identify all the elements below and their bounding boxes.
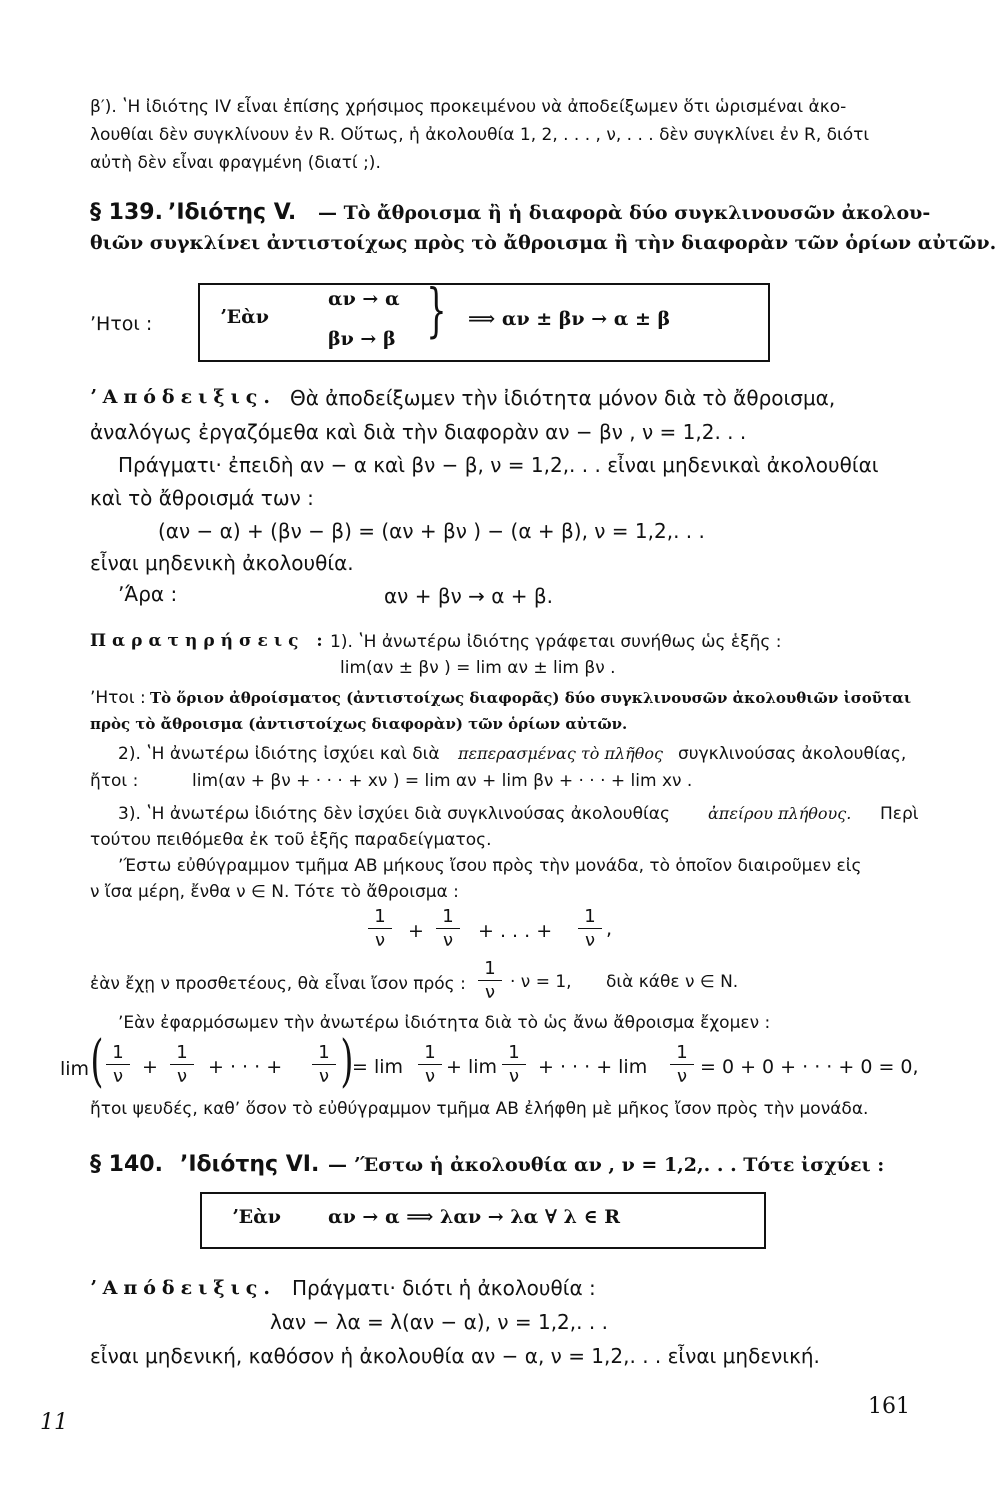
lim-label: + · · · + lim bbox=[538, 1056, 648, 1078]
text-line: Θὰ ἀποδείξωμεν τὴν ἰδιότητα μόνον διὰ τὸ ἄθροισμα, bbox=[290, 386, 836, 410]
remarks-label: Παρατηρήσεις : bbox=[90, 631, 329, 651]
italic-text: πεπερασμένας τὸ πλῆθος bbox=[458, 744, 663, 763]
text-line: ἤτοι ψευδές, καθʼ ὅσον τὸ εὐθύγραμμον τμῆμα ΑΒ ἐλήφθη μὲ μῆκος ἴσον πρὸς τὴν μονάδα. bbox=[90, 1099, 869, 1119]
itoi-label: ʼΗτοι : bbox=[90, 313, 153, 335]
fraction: 1 ν bbox=[670, 1042, 694, 1087]
itoi-label: ἤτοι : bbox=[90, 771, 139, 791]
box-result: αν → α ⟹ λαν → λα ∀ λ ∈ R bbox=[328, 1206, 621, 1228]
box-ean: ʼΕὰν bbox=[232, 1206, 281, 1228]
fraction: 1 ν bbox=[368, 906, 392, 951]
box-result: ⟹ αν ± βν → α ± β bbox=[468, 308, 671, 330]
text-line: 2). ʽΗ ἀνωτέρω ἰδιότης ἰσχύει καὶ διὰ bbox=[118, 744, 440, 764]
text-line: ἀναλόγως ἐργαζόμεθα καὶ διὰ τὴν διαφορὰν αν − βν , ν = 1,2. . . bbox=[90, 420, 747, 444]
section-number: § 140. bbox=[90, 1152, 163, 1177]
text-line: λουθίαι δὲν συγκλίνουν ἐν R. Οὕτως, ἡ ἀκολουθία 1, 2, . . . , ν, . . . δὲν συγκλίνει ἐν R, διότι bbox=[90, 125, 870, 145]
condition-2: βν → β bbox=[328, 328, 396, 350]
text-line: ʼΈστω εὐθύγραμμον τμῆμα ΑΒ μήκους ἴσου πρὸς τὴν μονάδα, τὸ ὁποῖον διαιροῦμεν εἰς bbox=[118, 856, 862, 876]
proof-label: ʼΑπόδειξις. bbox=[90, 1277, 276, 1299]
fraction: 1 ν bbox=[478, 958, 502, 1003]
theorem-text: — Τὸ ἄθροισμα ἢ ἡ διαφορὰ δύο συγκλινουσῶν ἀκολου- bbox=[318, 202, 931, 224]
fraction: 1 ν bbox=[436, 906, 460, 951]
section-number: § 139. bbox=[90, 200, 163, 225]
plus-sign: + bbox=[408, 920, 424, 942]
itoi-label: ʼΗτοι : bbox=[90, 688, 146, 708]
fraction: 1 ν bbox=[578, 906, 602, 951]
theorem-text: — ʼΈστω ἡ ἀκολουθία αν , ν = 1,2,. . . Τότε ἰσχύει : bbox=[328, 1154, 885, 1176]
text-line: Πράγματι· ἐπειδὴ αν − α καὶ βν − β, ν = 1,2,. . . εἶναι μηδενικαὶ ἀκολουθίαι bbox=[118, 453, 879, 477]
ara-label: ʼΆρα : bbox=[118, 582, 178, 606]
condition-1: αν → α bbox=[328, 288, 400, 310]
comma: , bbox=[606, 918, 613, 940]
text-line: εἶναι μηδενικὴ ἀκολουθία. bbox=[90, 551, 354, 575]
lim-label: lim bbox=[60, 1058, 90, 1080]
text-line: τούτου πειθόμεθα ἐκ τοῦ ἑξῆς παραδείγματος. bbox=[90, 830, 492, 850]
section-title: ʼΙδιότης VI. bbox=[180, 1152, 320, 1177]
text-line: διὰ κάθε ν ∈ N. bbox=[606, 972, 739, 992]
bold-text: πρὸς τὸ ἄθροισμα (ἀντιστοίχως διαφορὰν) τῶν ὁρίων αὐτῶν. bbox=[90, 715, 628, 733]
text-line: 3). ʽΗ ἀνωτέρω ἰδιότης δὲν ἰσχύει διὰ συγκλινούσας ἀκολουθίας bbox=[118, 804, 670, 824]
text-line: καὶ τὸ ἄθροισμά των : bbox=[90, 486, 314, 510]
equation: lim(αν + βν + · · · + xν ) = lim αν + lim βν + · · · + lim xν . bbox=[192, 771, 693, 791]
text-line: 1). ʽΗ ἀνωτέρω ἰδιότης γράφεται συνήθως ὡς ἑξῆς : bbox=[330, 632, 782, 652]
fraction: 1 ν bbox=[502, 1042, 526, 1087]
section-title: ʼΙδιότης V. bbox=[168, 200, 297, 225]
equation-tail: = 0 + 0 + · · · + 0 = 0, bbox=[700, 1056, 919, 1078]
equation: λαν − λα = λ(αν − α), ν = 1,2,. . . bbox=[270, 1310, 608, 1334]
lim-label: = lim bbox=[352, 1056, 404, 1078]
ellipsis: + · · · + bbox=[208, 1056, 283, 1078]
text-line: · ν = 1, bbox=[510, 972, 572, 992]
fraction: 1 ν bbox=[312, 1042, 336, 1087]
box-ean: ʼΕὰν bbox=[220, 306, 269, 328]
equation: lim(αν ± βν ) = lim αν ± lim βν . bbox=[340, 658, 616, 678]
page-number: 161 bbox=[868, 1394, 910, 1419]
text-line: Πράγματι· διότι ἡ ἀκολουθία : bbox=[292, 1276, 596, 1300]
text-line: Περὶ bbox=[880, 804, 919, 824]
lim-label: + lim bbox=[446, 1056, 498, 1078]
theorem-text: θιῶν συγκλίνει ἀντιστοίχως πρὸς τὸ ἄθροισμα ἢ τὴν διαφορὰν τῶν ὁρίων αὐτῶν. bbox=[90, 232, 997, 254]
equation: αν + βν → α + β. bbox=[384, 584, 554, 608]
signature-mark: 11 bbox=[40, 1410, 68, 1435]
text-line: ν ἴσα μέρη, ἔνθα ν ∈ N. Τότε τὸ ἄθροισμα : bbox=[90, 882, 459, 902]
fraction: 1 ν bbox=[170, 1042, 194, 1087]
left-paren: ( bbox=[90, 1029, 104, 1094]
bold-text: Τὸ ὅριον ἀθροίσματος (ἀντιστοίχως διαφορᾶς) δύο συγκλινουσῶν ἀκολουθιῶν ἰσοῦται bbox=[150, 689, 912, 707]
text-line: εἶναι μηδενική, καθόσον ἡ ἀκολουθία αν − α, ν = 1,2,. . . εἶναι μηδενική. bbox=[90, 1344, 820, 1368]
text-line: ἐὰν ἔχῃ ν προσθετέους, θὰ εἶναι ἴσον πρός : bbox=[90, 974, 466, 994]
fraction: 1 ν bbox=[418, 1042, 442, 1087]
text-line: β′). ʽΗ ἰδιότης IV εἶναι ἐπίσης χρήσιμος προκειμένου νὰ ἀποδείξωμεν ὅτι ὡρισμέναι ἀκο- bbox=[90, 97, 847, 117]
equation: (αν − α) + (βν − β) = (αν + βν ) − (α + β), ν = 1,2,. . . bbox=[158, 519, 705, 543]
ellipsis: + . . . + bbox=[478, 920, 553, 942]
text-line: αὐτὴ δὲν εἶναι φραγμένη (διατί ;). bbox=[90, 153, 381, 173]
proof-label: ʼΑπόδειξις. bbox=[90, 386, 276, 408]
fraction: 1 ν bbox=[106, 1042, 130, 1087]
right-paren: ) bbox=[340, 1029, 354, 1094]
right-brace: } bbox=[426, 276, 447, 344]
italic-text: ἀπείρου πλήθους. bbox=[708, 804, 852, 823]
plus-sign: + bbox=[142, 1056, 158, 1078]
text-line: ʼΕὰν ἐφαρμόσωμεν τὴν ἀνωτέρω ἰδιότητα διὰ τὸ ὡς ἄνω ἄθροισμα ἔχομεν : bbox=[118, 1013, 771, 1033]
text-line: συγκλινούσας ἀκολουθίας, bbox=[678, 744, 907, 764]
